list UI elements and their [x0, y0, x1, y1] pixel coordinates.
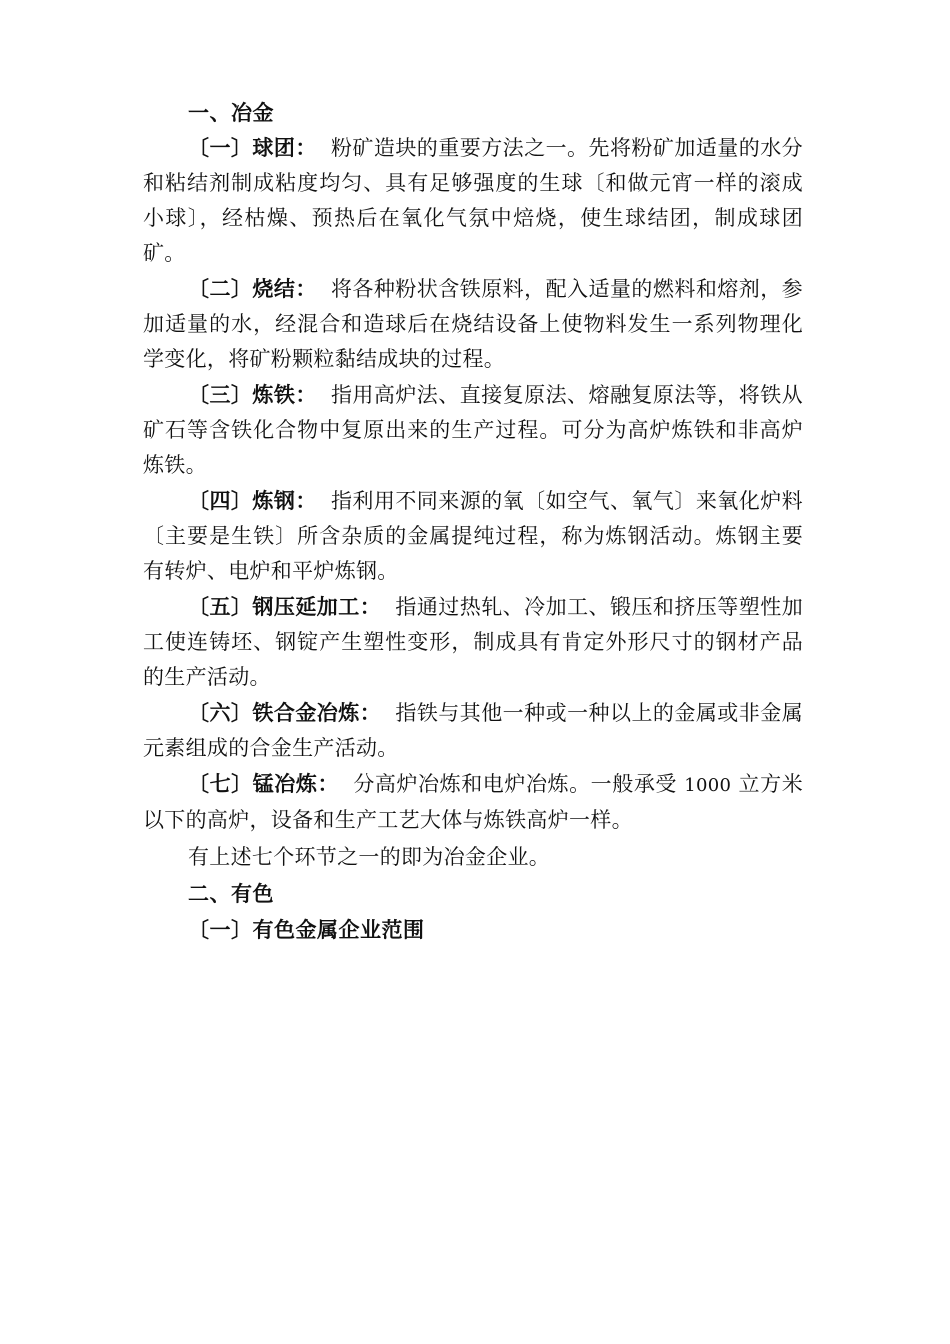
- term-steelmaking: 〔四〕炼钢：: [188, 489, 317, 513]
- paragraph-pelletizing: [143, 131, 803, 271]
- paragraph-ferroalloy: [143, 696, 803, 766]
- section-title-nonferrous: 二、有色: [188, 882, 274, 906]
- summary-text: 有上述七个环节之一的即为冶金企业。: [188, 845, 551, 869]
- paragraph-ironmaking: [143, 378, 803, 483]
- term-ferroalloy: 〔六〕铁合金冶炼：: [188, 701, 382, 725]
- section-title-metallurgy: 一、冶金: [188, 101, 274, 125]
- term-steel-rolling: 〔五〕钢压延加工：: [188, 595, 382, 619]
- document-page: [143, 95, 803, 948]
- paragraph-steel-rolling: [143, 590, 803, 695]
- definition-pelletizing: 粉矿造块的重要方法之一。先将粉矿加适量的水分和粘结剂制成粘度均匀、具有足够强度的生球〔和做元宵一样的滚成小球〕，经枯燥、预热后在氧化气氛中焙烧，使生球结团，制成球团矿。: [143, 136, 803, 265]
- paragraph-steelmaking: [143, 484, 803, 589]
- definition-sintering: 将各种粉状含铁原料，配入适量的燃料和熔剂，参加适量的水，经混合和造球后在烧结设备上使物料发生一系列物理化学变化，将矿粉颗粒黏结成块的过程。: [143, 277, 803, 371]
- definition-ferroalloy: 指铁与其他一种或一种以上的金属或非金属元素组成的合金生产活动。: [143, 701, 804, 760]
- term-ironmaking: 〔三〕炼铁：: [188, 383, 317, 407]
- term-pelletizing: 〔一〕球团：: [188, 136, 317, 160]
- definition-manganese-part1: 分高炉冶炼和电炉冶炼。一般承受: [353, 772, 677, 796]
- definition-steelmaking: 指利用不同来源的氧〔如空气、氧气〕来氧化炉料〔主要是生铁〕所含杂质的金属提纯过程，称为炼钢活动。炼钢主要有转炉、电炉和平炉炼钢。: [143, 489, 803, 583]
- subsection-title-nonferrous-scope: 〔一〕有色金属企业范围: [188, 918, 425, 942]
- definition-ironmaking: 指用高炉法、直接复原法、熔融复原法等，将铁从矿石等含铁化合物中复原出来的生产过程。可分为高炉炼铁和非高炉炼铁。: [143, 383, 803, 477]
- definition-steel-rolling: 指通过热轧、冷加工、锻压和挤压等塑性加工使连铸坯、钢锭产生塑性变形，制成具有肯定外形尺寸的钢材产品的生产活动。: [143, 595, 804, 689]
- paragraph-manganese: [143, 767, 803, 838]
- term-sintering: 〔二〕烧结：: [188, 277, 317, 301]
- paragraph-sintering: [143, 272, 803, 377]
- furnace-volume-number: 1000: [684, 775, 732, 796]
- definition-manganese-part2: 立方米以下的高炉，设备和生产工艺大体与炼铁高炉一样。: [143, 772, 804, 832]
- term-manganese: 〔七〕锰冶炼：: [188, 772, 340, 796]
